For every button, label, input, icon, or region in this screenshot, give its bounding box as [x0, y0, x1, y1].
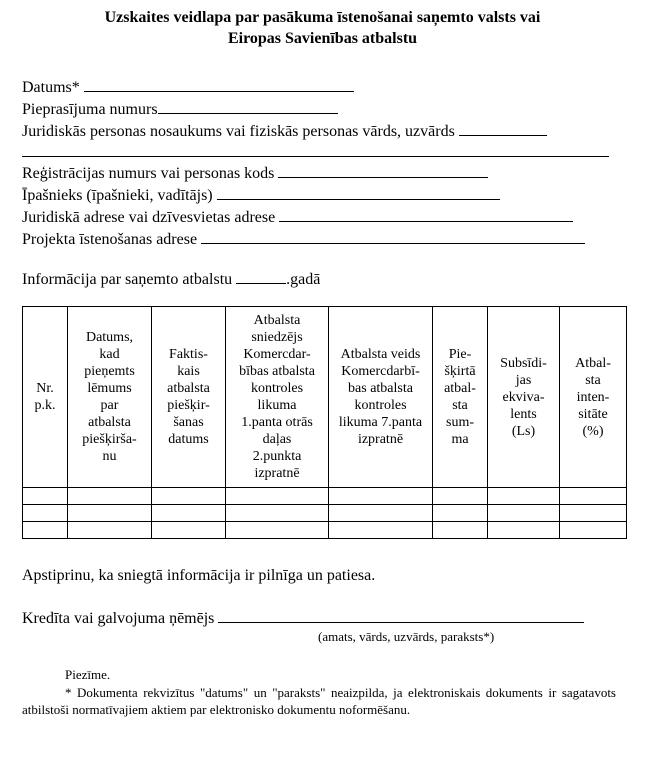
- recipient-caption: (amats, vārds, uzvārds, paraksts*): [318, 629, 495, 644]
- owner-input-line[interactable]: [217, 184, 500, 200]
- person-name-label: Juridiskās personas nosaukums vai fiziskās personas vārds, uzvārds: [22, 123, 455, 140]
- year-input-line[interactable]: [236, 268, 286, 284]
- request-number-field: [22, 98, 338, 120]
- person-name-field: [22, 120, 547, 142]
- table-cell[interactable]: [68, 522, 152, 539]
- project-address-input-line[interactable]: [201, 228, 585, 244]
- table-cell[interactable]: [488, 505, 560, 522]
- table-cell[interactable]: [23, 522, 68, 539]
- table-cell[interactable]: [226, 488, 329, 505]
- table-cell[interactable]: [152, 505, 226, 522]
- table-cell[interactable]: [433, 505, 488, 522]
- table-cell[interactable]: [152, 522, 226, 539]
- table-cell[interactable]: [23, 488, 68, 505]
- table-cell[interactable]: [226, 505, 329, 522]
- table-cell[interactable]: [152, 488, 226, 505]
- table-cell[interactable]: [560, 522, 627, 539]
- table-cell[interactable]: [68, 488, 152, 505]
- project-address-label: Projekta īstenošanas adrese: [22, 231, 198, 248]
- table-header-cell: Atbalsta sniedzējs Komercdar- bības atbalsta kontroles likuma 1.panta otrās daļas 2.punkta izpratnē: [226, 307, 329, 488]
- year-suffix: .gadā: [286, 271, 321, 288]
- table-cell[interactable]: [560, 488, 627, 505]
- owner-field: [22, 184, 500, 206]
- table-header-cell: Nr. p.k.: [23, 307, 68, 488]
- recipient-field: [22, 607, 584, 629]
- person-name-input-line-2[interactable]: [22, 156, 609, 157]
- project-address-field: [22, 228, 585, 250]
- table-cell[interactable]: [68, 505, 152, 522]
- table-row: [23, 505, 627, 522]
- confirmation-text: Apstiprinu, ka sniegtā informācija ir pilnīga un patiesa.: [22, 567, 376, 584]
- recipient-input-line[interactable]: [218, 607, 584, 623]
- table-cell[interactable]: [488, 488, 560, 505]
- date-input-line[interactable]: [84, 76, 354, 92]
- table-cell[interactable]: [23, 505, 68, 522]
- owner-label: Īpašnieks (īpašnieki, vadītājs): [22, 187, 213, 204]
- registration-field: [22, 162, 488, 184]
- table-cell[interactable]: [329, 522, 433, 539]
- table-cell[interactable]: [433, 522, 488, 539]
- table-header-cell: Subsīdi- jas ekviva- lents (Ls): [488, 307, 560, 488]
- person-name-input-line[interactable]: [459, 120, 547, 136]
- title-line-1: Uzskaites veidlapa par pasākuma īstenošanai saņemto valsts vai: [104, 9, 541, 26]
- recipient-label: Kredīta vai galvojuma ņēmējs: [22, 610, 215, 627]
- table-cell[interactable]: [329, 488, 433, 505]
- note-title: Piezīme.: [65, 667, 111, 682]
- address-label: Juridiskā adrese vai dzīvesvietas adrese: [22, 209, 276, 226]
- request-number-input-line[interactable]: [158, 98, 338, 114]
- table-row: [23, 522, 627, 539]
- address-input-line[interactable]: [279, 206, 573, 222]
- title-line-2: Eiropas Savienības atbalstu: [227, 30, 418, 47]
- table-cell[interactable]: [433, 488, 488, 505]
- table-header-cell: Atbal- sta inten- sitāte (%): [560, 307, 627, 488]
- table-header-cell: Faktis- kais atbalsta piešķir- šanas datums: [152, 307, 226, 488]
- table-cell[interactable]: [329, 505, 433, 522]
- table-cell[interactable]: [488, 522, 560, 539]
- form-title: [0, 7, 645, 49]
- table-row: [23, 488, 627, 505]
- request-number-label: Pieprasījuma numurs: [22, 101, 158, 118]
- date-label: Datums*: [22, 79, 80, 96]
- table-header-cell: Pie- šķirtā atbal- sta sum- ma: [433, 307, 488, 488]
- registration-label: Reģistrācijas numurs vai personas kods: [22, 165, 275, 182]
- support-info-line: [22, 268, 320, 290]
- address-field: [22, 206, 573, 228]
- table-header-cell: Datums, kad pieņemts lēmums par atbalsta piešķirša- nu: [68, 307, 152, 488]
- table-header-cell: Atbalsta veids Komercdarbī- bas atbalsta kontroles likuma 7.panta izpratnē: [329, 307, 433, 488]
- note-text: * Dokumenta rekvizītus "datums" un "paraksts" neaizpilda, ja elektroniskais dokuments ir sagatavots atbilstoši normatīvajiem aktiem par elektronisko dokumentu noformēšanu.: [22, 685, 616, 717]
- support-info-label: Informācija par saņemto atbalstu: [22, 271, 233, 288]
- support-table: [22, 306, 627, 539]
- registration-input-line[interactable]: [278, 162, 488, 178]
- table-header-row: [23, 307, 627, 488]
- date-field: [22, 76, 354, 98]
- table-cell[interactable]: [560, 505, 627, 522]
- table-cell[interactable]: [226, 522, 329, 539]
